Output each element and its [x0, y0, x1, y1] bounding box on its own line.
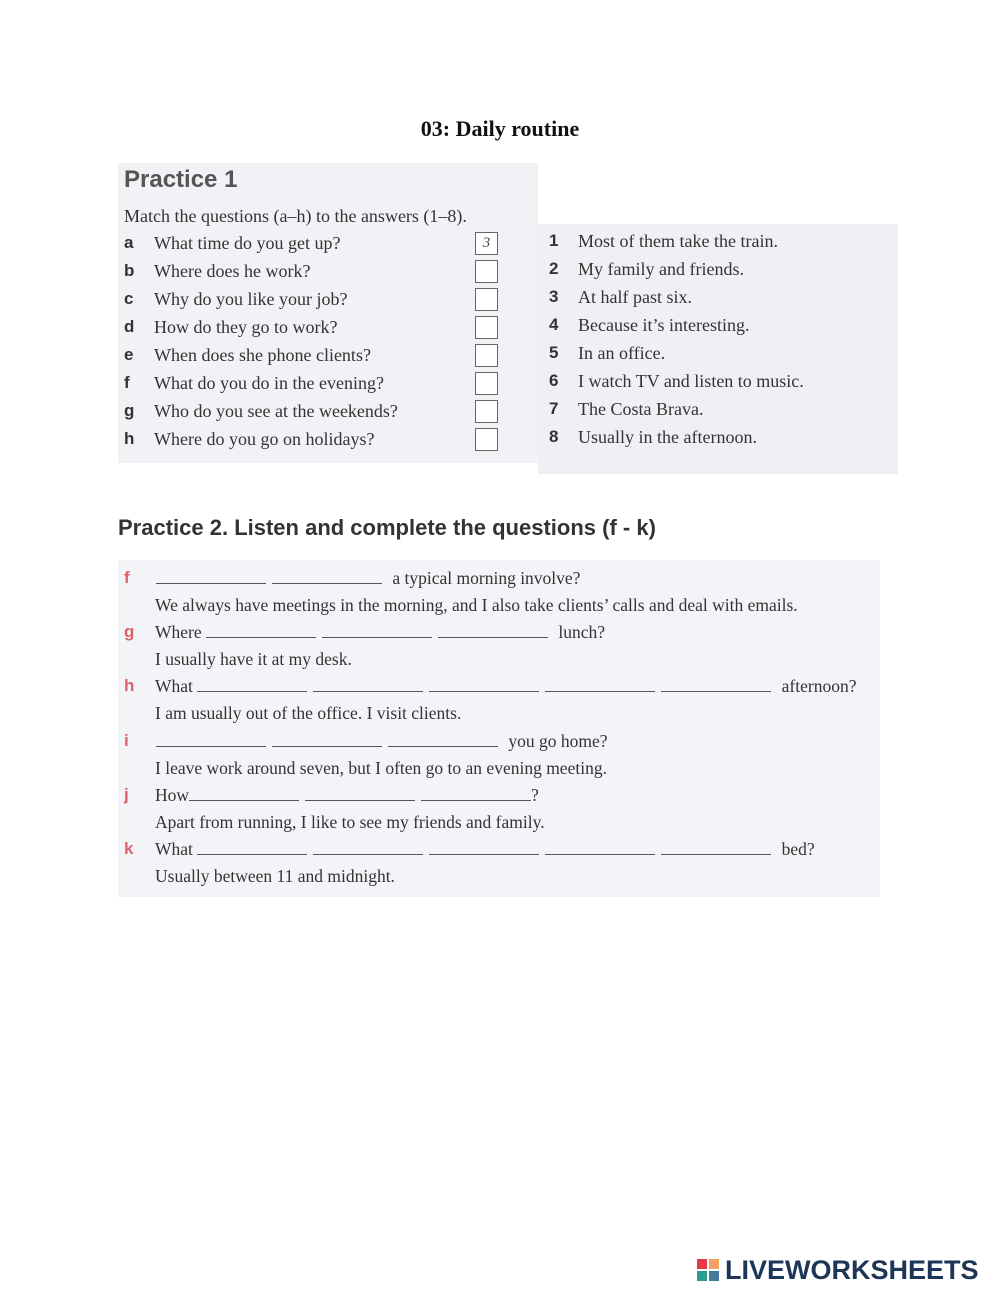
answer-box[interactable] — [475, 260, 498, 283]
liveworksheets-logo — [697, 1255, 995, 1289]
response-text: I usually have it at my desk. — [155, 649, 352, 669]
answer-text: My family and friends. — [578, 259, 744, 279]
answer-number: 5 — [549, 343, 559, 362]
question-suffix: afternoon? — [781, 676, 857, 696]
blank-input[interactable] — [313, 841, 423, 855]
question-letter: d — [124, 317, 135, 336]
question-letter: e — [124, 345, 134, 364]
question-text: Why do you like your job? — [154, 289, 348, 309]
response-text: I leave work around seven, but I often go to an evening meeting. — [155, 758, 607, 778]
question-suffix: lunch? — [558, 622, 606, 642]
practice2-heading: Practice 2. Listen and complete the questions (f - k) — [118, 515, 656, 540]
blank-input[interactable] — [189, 787, 299, 801]
page-title: 03: Daily routine — [420, 116, 580, 141]
response-text: Apart from running, I like to see my friends and family. — [155, 812, 545, 832]
blank-input[interactable] — [197, 678, 307, 692]
question-prefix: What — [155, 839, 193, 859]
answer-box[interactable] — [475, 400, 498, 423]
answer-text: The Costa Brava. — [578, 399, 704, 419]
answer-box[interactable]: 3 — [475, 232, 498, 255]
question-line — [0, 839, 1000, 863]
question-row — [124, 233, 504, 261]
blank-input[interactable] — [206, 624, 316, 638]
question-letter: a — [124, 233, 134, 252]
answer-number: 4 — [549, 315, 559, 334]
logo-text: LIVEWORKSHEETS — [725, 1255, 979, 1285]
answer-number: 2 — [549, 259, 559, 278]
practice1-instruction: Match the questions (a–h) to the answers (1–8). — [124, 206, 467, 226]
blank-input[interactable] — [197, 841, 307, 855]
blank-input[interactable] — [272, 570, 382, 584]
answer-text: Usually in the afternoon. — [578, 427, 757, 447]
blank-input[interactable] — [429, 841, 539, 855]
answer-row — [549, 231, 889, 259]
question-suffix: a typical morning involve? — [392, 568, 581, 588]
response-text: I am usually out of the office. I visit clients. — [155, 703, 462, 723]
answer-row — [549, 315, 889, 343]
practice1-heading: Practice 1 — [124, 166, 238, 193]
answer-box[interactable] — [475, 428, 498, 451]
blank-input[interactable] — [438, 624, 548, 638]
answer-number: 1 — [549, 231, 559, 250]
answer-text: Most of them take the train. — [578, 231, 778, 251]
question-row — [124, 401, 504, 429]
answer-row — [549, 427, 889, 455]
answer-row — [549, 371, 889, 399]
question-text: How do they go to work? — [154, 317, 338, 337]
answer-number: 7 — [549, 399, 559, 418]
blank-input[interactable] — [545, 841, 655, 855]
answer-row — [549, 259, 889, 287]
question-text: Who do you see at the weekends? — [154, 401, 398, 421]
question-letter: f — [124, 568, 130, 587]
answer-box[interactable] — [475, 288, 498, 311]
question-prefix: Where — [155, 622, 202, 642]
response-text: We always have meetings in the morning, and I also take clients’ calls and deal with emails. — [155, 595, 798, 615]
question-letter: c — [124, 289, 134, 308]
blank-input[interactable] — [272, 733, 382, 747]
answer-number: 3 — [549, 287, 559, 306]
question-row — [124, 345, 504, 373]
question-letter: g — [124, 622, 135, 641]
question-letter: i — [124, 731, 129, 750]
answer-box[interactable] — [475, 372, 498, 395]
blank-input[interactable] — [305, 787, 415, 801]
question-letter: b — [124, 261, 135, 280]
question-line — [0, 731, 1000, 755]
blank-input[interactable] — [661, 841, 771, 855]
question-text: Where do you go on holidays? — [154, 429, 375, 449]
question-prefix: How — [155, 785, 190, 805]
blank-input[interactable] — [429, 678, 539, 692]
question-text: When does she phone clients? — [154, 345, 371, 365]
response-text: Usually between 11 and midnight. — [155, 866, 395, 886]
question-letter: f — [124, 373, 130, 392]
blank-input[interactable] — [661, 678, 771, 692]
answer-text: I watch TV and listen to music. — [578, 371, 804, 391]
question-text: Where does he work? — [154, 261, 311, 281]
question-line — [0, 622, 1000, 646]
question-letter: j — [124, 785, 129, 804]
blank-input[interactable] — [322, 624, 432, 638]
answer-box[interactable] — [475, 344, 498, 367]
question-line — [0, 676, 1000, 700]
question-row — [124, 261, 504, 289]
answer-text: At half past six. — [578, 287, 692, 307]
blank-input[interactable] — [156, 733, 266, 747]
answer-box[interactable] — [475, 316, 498, 339]
answer-number: 6 — [549, 371, 559, 390]
blank-input[interactable] — [388, 733, 498, 747]
answer-text: Because it’s interesting. — [578, 315, 750, 335]
question-letter: h — [124, 676, 135, 695]
question-letter: h — [124, 429, 135, 448]
question-letter: g — [124, 401, 135, 420]
question-line — [0, 785, 1000, 809]
answer-number: 8 — [549, 427, 559, 446]
answer-row — [549, 399, 889, 427]
answer-row — [549, 343, 889, 371]
question-suffix: bed? — [781, 839, 815, 859]
question-suffix: ? — [531, 785, 539, 805]
logo-icon — [697, 1259, 721, 1285]
question-text: What do you do in the evening? — [154, 373, 384, 393]
question-row — [124, 429, 504, 457]
question-text: What time do you get up? — [154, 233, 341, 253]
answer-text: In an office. — [578, 343, 666, 363]
question-suffix: you go home? — [508, 731, 608, 751]
blank-input[interactable] — [421, 787, 531, 801]
question-row — [124, 289, 504, 317]
answer-row — [549, 287, 889, 315]
question-row — [124, 373, 504, 401]
question-letter: k — [124, 839, 134, 858]
blank-input[interactable] — [313, 678, 423, 692]
question-prefix: What — [155, 676, 193, 696]
blank-input[interactable] — [156, 570, 266, 584]
question-row — [124, 317, 504, 345]
blank-input[interactable] — [545, 678, 655, 692]
question-line — [0, 568, 1000, 592]
